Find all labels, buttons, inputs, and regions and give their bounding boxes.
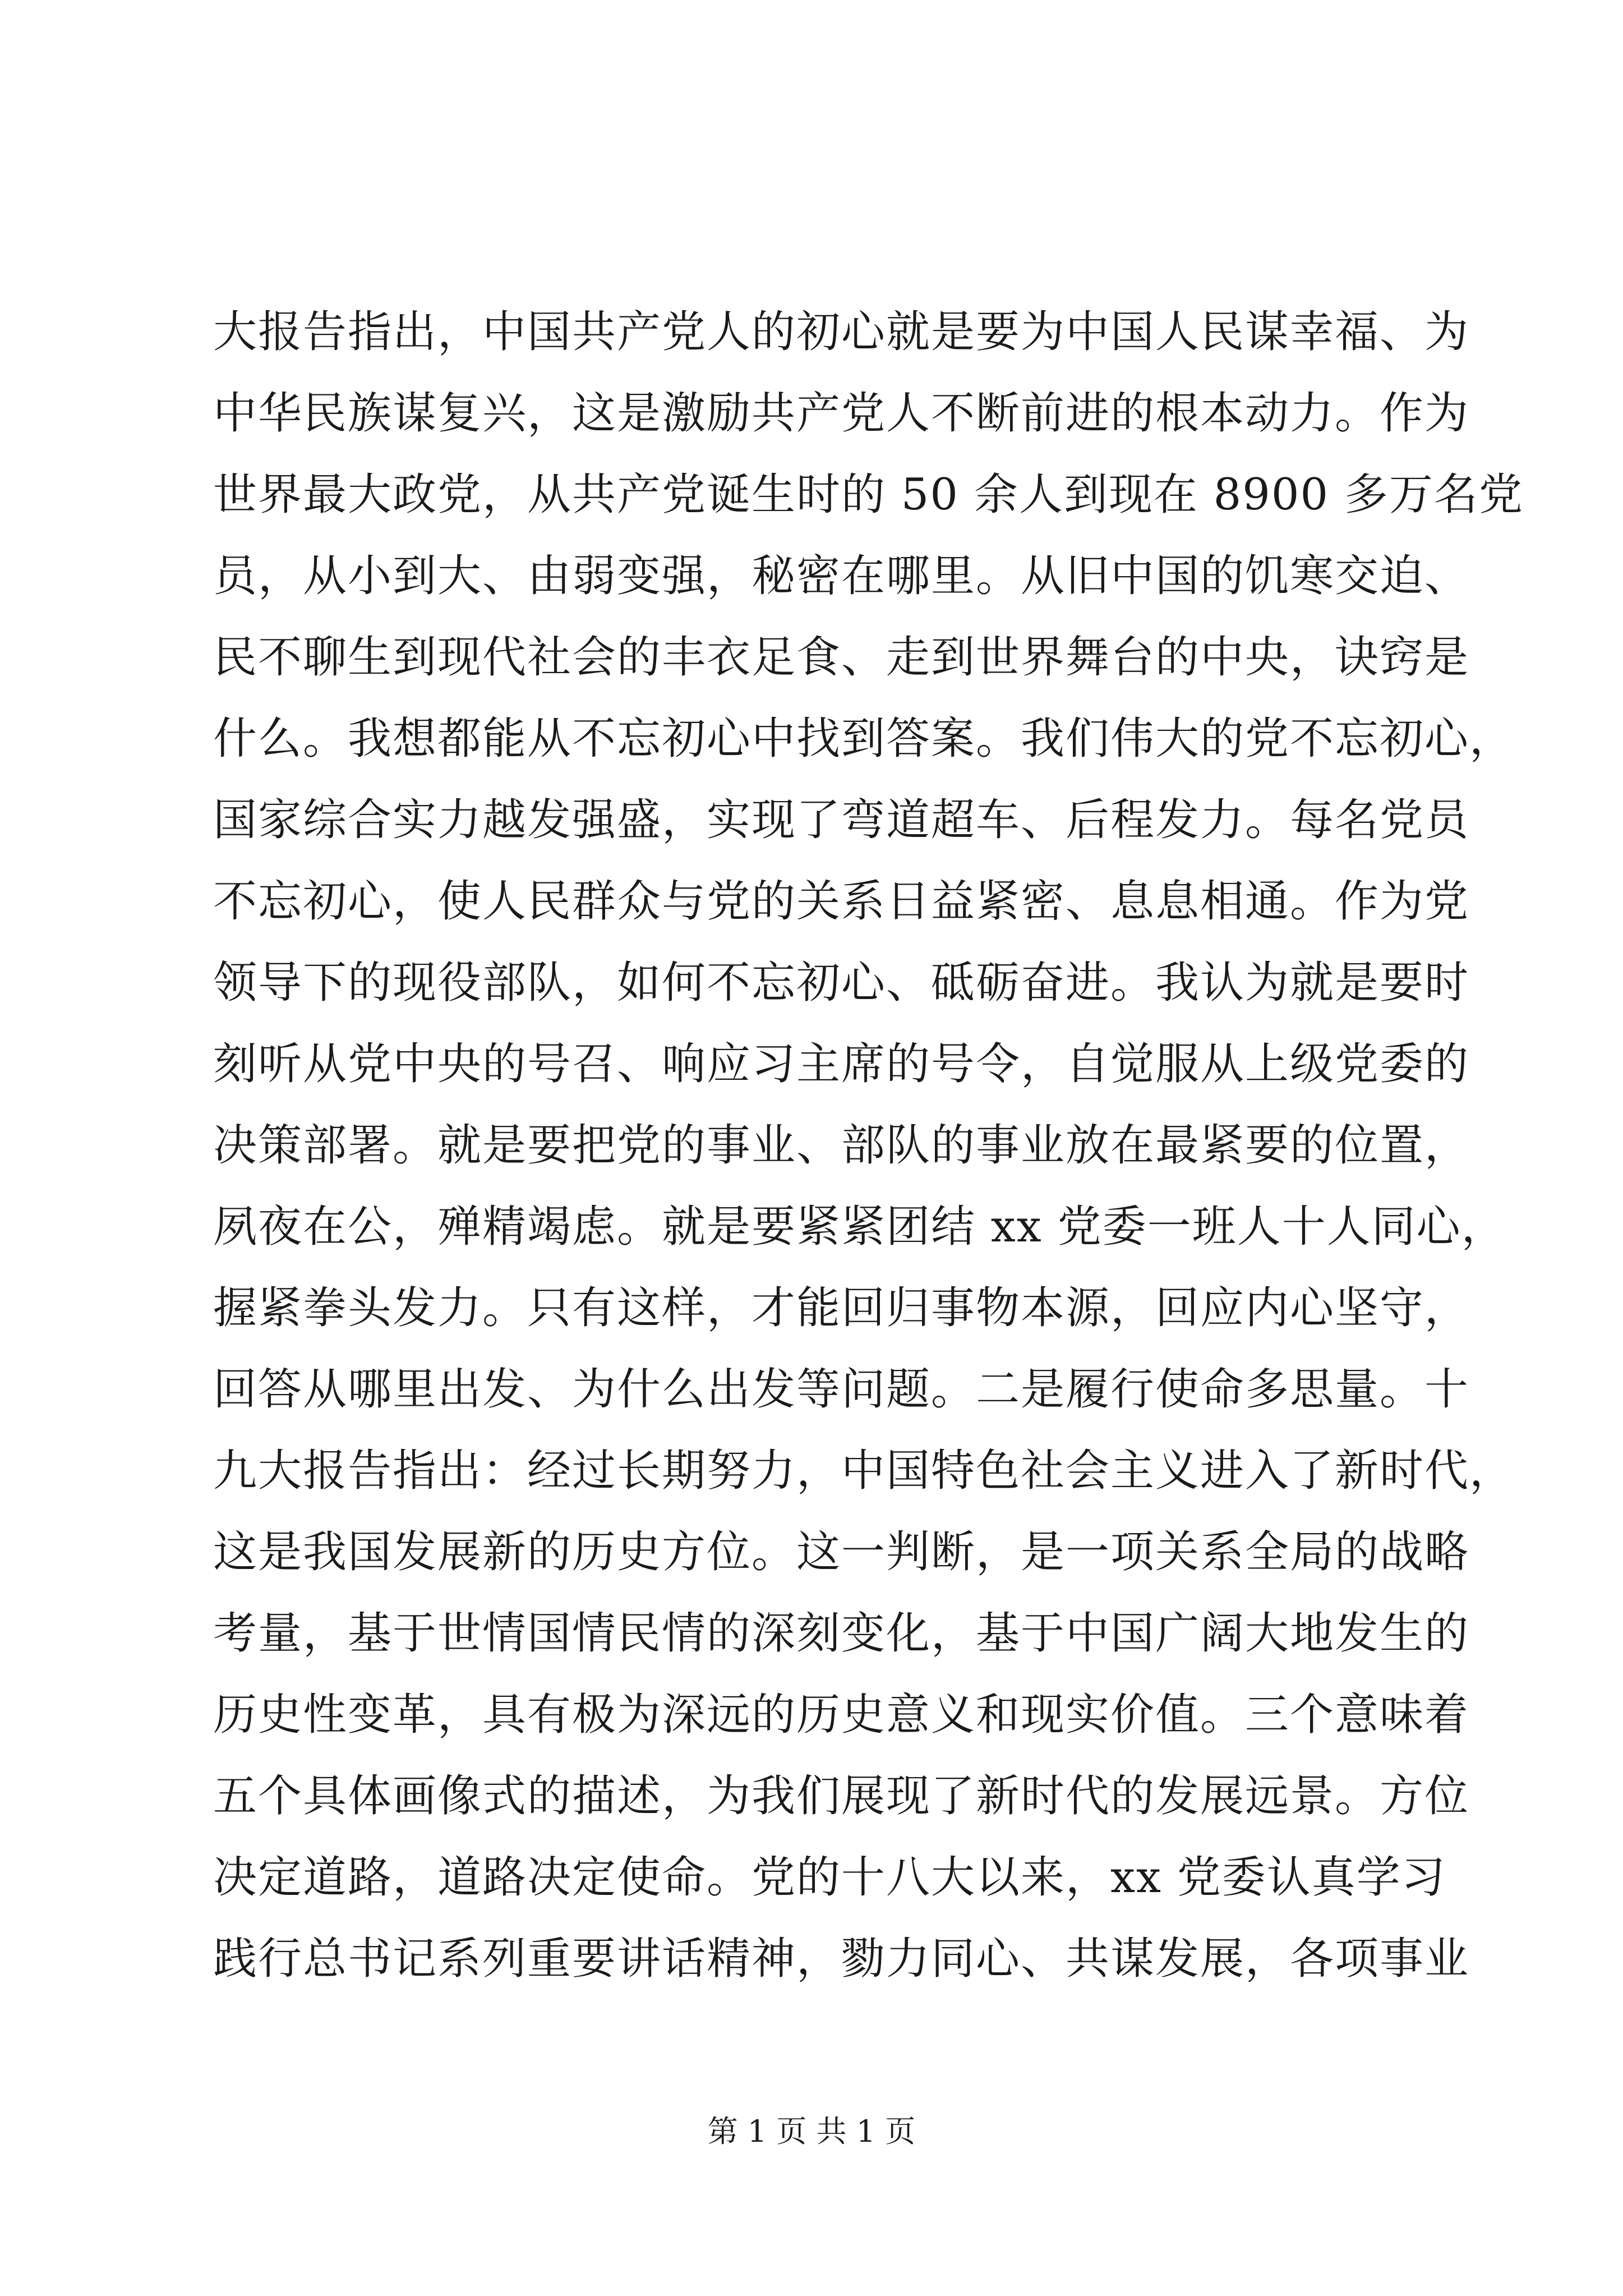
text-line: 领导下的现役部队，如何不忘初心、砥砺奋进。我认为就是要时	[213, 958, 1470, 1008]
text-line: 五个具体画像式的描述，为我们展现了新时代的发展远景。方位	[213, 1771, 1470, 1821]
text-line: 大报告指出，中国共产党人的初心就是要为中国人民谋幸福、为	[213, 307, 1470, 357]
text-line: 夙夜在公，殚精竭虑。就是要紧紧团结 xx 党委一班人十人同心，	[213, 1202, 1506, 1252]
text-line: 决策部署。就是要把党的事业、部队的事业放在最紧要的位置，	[213, 1120, 1470, 1171]
text-line: 什么。我想都能从不忘初心中找到答案。我们伟大的党不忘初心，	[213, 714, 1515, 764]
text-line: 历史性变革，具有极为深远的历史意义和现实价值。三个意味着	[213, 1690, 1470, 1740]
text-line: 践行总书记系列重要讲话精神，勠力同心、共谋发展，各项事业	[213, 1934, 1470, 1984]
text-line: 决定道路，道路决定使命。党的十八大以来，xx 党委认真学习	[213, 1852, 1446, 1903]
text-line: 刻听从党中央的号召、响应习主席的号令，自觉服从上级党委的	[213, 1039, 1470, 1089]
text-line: 这是我国发展新的历史方位。这一判断，是一项关系全局的战略	[213, 1527, 1470, 1577]
text-line: 握紧拳头发力。只有这样，才能回归事物本源，回应内心坚守，	[213, 1283, 1470, 1333]
text-line: 员，从小到大、由弱变强，秘密在哪里。从旧中国的饥寒交迫、	[213, 551, 1470, 601]
body-text	[213, 292, 1524, 2000]
page-number-footer: 第 1 页 共 1 页	[707, 2114, 916, 2149]
text-line: 九大报告指出：经过长期努力，中国特色社会主义进入了新时代，	[213, 1446, 1515, 1496]
text-line: 世界最大政党，从共产党诞生时的 50 余人到现在 8900 多万名党	[213, 470, 1524, 520]
text-line: 国家综合实力越发强盛，实现了弯道超车、后程发力。每名党员	[213, 795, 1470, 845]
text-line: 考量，基于世情国情民情的深刻变化，基于中国广阔大地发生的	[213, 1608, 1470, 1659]
text-line: 民不聊生到现代社会的丰衣足食、走到世界舞台的中央，诀窍是	[213, 632, 1470, 683]
text-line: 不忘初心，使人民群众与党的关系日益紧密、息息相通。作为党	[213, 876, 1470, 927]
text-line: 回答从哪里出发、为什么出发等问题。二是履行使命多思量。十	[213, 1364, 1470, 1415]
text-line: 中华民族谋复兴，这是激励共产党人不断前进的根本动力。作为	[213, 388, 1470, 439]
